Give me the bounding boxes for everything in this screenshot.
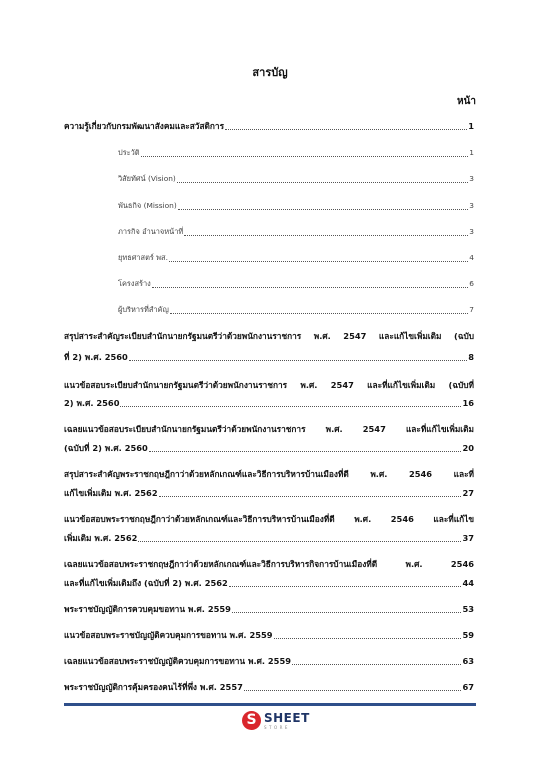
toc-entry[interactable]: [64, 486, 474, 500]
page-column-header: หน้า: [456, 96, 476, 107]
toc-entry-line1[interactable]: เฉลยแนวข้อสอบระเบียบสำนักนายกรัฐมนตรีว่าด้วยพนักงานราชการ พ.ศ. 2547 และที่แก้ไขเพิ่มเติม: [64, 424, 474, 434]
toc-entry-label: ภารกิจ อำนาจหน้าที่: [118, 227, 184, 236]
toc-entry[interactable]: [64, 119, 474, 133]
dot-leader: [178, 199, 469, 210]
toc-entry-label: ที่ 2) พ.ศ. 2560: [64, 352, 128, 362]
toc-subentry[interactable]: [118, 303, 474, 317]
toc-subentry[interactable]: [118, 277, 474, 291]
dot-leader: [225, 119, 467, 130]
toc-entry-page: 27: [462, 488, 474, 498]
toc-entry-label: ยุทธศาสตร์ พส.: [118, 253, 168, 262]
toc-entry-page: 20: [462, 443, 474, 453]
toc-entry-label: วิสัยทัศน์ (Vision): [118, 174, 176, 183]
dot-leader: [244, 680, 462, 691]
toc-entry-page: 3: [469, 174, 474, 183]
toc-entry-page: 1: [468, 121, 474, 131]
toc-entry-page: 4: [469, 253, 474, 262]
dot-leader: [141, 146, 469, 157]
toc-entry-label: พันธกิจ (Mission): [118, 201, 177, 210]
toc-entry-label: เพิ่มเติม พ.ศ. 2562: [64, 533, 138, 543]
dot-leader: [159, 486, 462, 497]
dot-leader: [138, 531, 461, 542]
toc-entry[interactable]: [64, 628, 474, 642]
toc-entry-page: 37: [462, 533, 474, 543]
toc-entry[interactable]: [64, 576, 474, 590]
dot-leader: [229, 576, 462, 587]
toc-entry-page: 59: [462, 630, 474, 640]
toc-entry-page: 63: [462, 656, 474, 666]
toc-entry-page: 16: [462, 398, 474, 408]
dot-leader: [177, 172, 469, 183]
page-title: สารบัญ: [252, 66, 288, 79]
logo-brand: SHEET: [264, 710, 310, 725]
dot-leader: [274, 628, 462, 639]
toc-entry-label: 2) พ.ศ. 2560: [64, 398, 120, 408]
footer-divider: [64, 703, 476, 706]
toc-subentry[interactable]: [118, 251, 474, 265]
logo-text: [264, 712, 310, 730]
toc-entry-page: 1: [469, 148, 474, 157]
toc-entry-page: 53: [462, 604, 474, 614]
toc-entry-line1[interactable]: สรุปสาระสำคัญระเบียบสำนักนายกรัฐมนตรีว่าด้วยพนักงานราชการ พ.ศ. 2547 และแก้ไขเพิ่มเติม (ฉบับ: [64, 331, 474, 341]
logo-mark-letter: S: [246, 712, 257, 728]
toc-entry-page: 8: [468, 352, 474, 362]
dot-leader: [184, 225, 468, 236]
toc-entry-label: พระราชบัญญัติการคุ้มครองคนไร้ที่พึ่ง พ.ศ. 2557: [64, 682, 243, 692]
sheet-store-logo: [242, 711, 310, 730]
toc-entry-label: ความรู้เกี่ยวกับกรมพัฒนาสังคมและสวัสดิการ: [64, 121, 225, 131]
toc-subentry[interactable]: [118, 172, 474, 186]
toc-entry-label: ประวัติ: [118, 148, 140, 157]
dot-leader: [232, 602, 462, 613]
toc-entry-label: ผู้บริหารที่สำคัญ: [118, 305, 169, 314]
toc-entry-label: แนวข้อสอบพระราชบัญญัติควบคุมการขอทาน พ.ศ. 2559: [64, 630, 273, 640]
toc-entry[interactable]: [64, 396, 474, 410]
dot-leader: [149, 441, 462, 452]
toc-entry-page: 7: [469, 305, 474, 314]
toc-entry-page: 6: [469, 279, 474, 288]
toc-entry-page: 67: [462, 682, 474, 692]
toc-entry[interactable]: [64, 654, 474, 668]
toc-entry[interactable]: [64, 531, 474, 545]
toc-entry-label: โครงสร้าง: [118, 279, 151, 288]
toc-entry-page: 44: [462, 578, 474, 588]
toc-entry-label: เฉลยแนวข้อสอบพระราชบัญญัติควบคุมการขอทาน พ.ศ. 2559: [64, 656, 291, 666]
logo-mark-icon: [242, 711, 261, 730]
dot-leader: [292, 654, 461, 665]
toc-entry-page: 3: [469, 201, 474, 210]
toc-entry-label: (ฉบับที่ 2) พ.ศ. 2560: [64, 443, 148, 453]
toc-entry-line1[interactable]: แนวข้อสอบพระราชกฤษฎีกาว่าด้วยหลักเกณฑ์และวิธีการบริหารบ้านเมืองที่ดี พ.ศ. 2546 และที่แก้ไข: [64, 514, 474, 524]
dot-leader: [120, 396, 461, 407]
toc-entry[interactable]: [64, 602, 474, 616]
toc-entry-label: และที่แก้ไขเพิ่มเติมถึง (ฉบับที่ 2) พ.ศ. 2562: [64, 578, 228, 588]
logo-sub-brand: STORE: [264, 724, 290, 730]
toc-entry-line1[interactable]: แนวข้อสอบระเบียบสำนักนายกรัฐมนตรีว่าด้วยพนักงานราชการ พ.ศ. 2547 และที่แก้ไขเพิ่มเติม (ฉบับที่: [64, 380, 474, 390]
toc-entry-page: 3: [469, 227, 474, 236]
dot-leader: [152, 277, 469, 288]
toc-subentry[interactable]: [118, 146, 474, 160]
toc-subentry[interactable]: [118, 225, 474, 239]
toc-entry[interactable]: [64, 680, 474, 694]
toc-entry[interactable]: [64, 350, 474, 364]
dot-leader: [170, 303, 469, 314]
dot-leader: [129, 350, 467, 361]
toc-subentry[interactable]: [118, 199, 474, 213]
toc-entry-label: แก้ไขเพิ่มเติม พ.ศ. 2562: [64, 488, 158, 498]
toc-entry-line1[interactable]: สรุปสาระสำคัญพระราชกฤษฎีกาว่าด้วยหลักเกณฑ์และวิธีการบริหารบ้านเมืองที่ดี พ.ศ. 2546 และที่: [64, 469, 474, 479]
toc-entry-label: พระราชบัญญัติการควบคุมขอทาน พ.ศ. 2559: [64, 604, 231, 614]
dot-leader: [169, 251, 468, 262]
toc-entry-line1[interactable]: เฉลยแนวข้อสอบพระราชกฤษฎีกาว่าด้วยหลักเกณฑ์และวิธีการบริหารกิจการบ้านเมืองที่ดี พ.ศ. 2546: [64, 559, 474, 569]
toc-entry[interactable]: [64, 441, 474, 455]
